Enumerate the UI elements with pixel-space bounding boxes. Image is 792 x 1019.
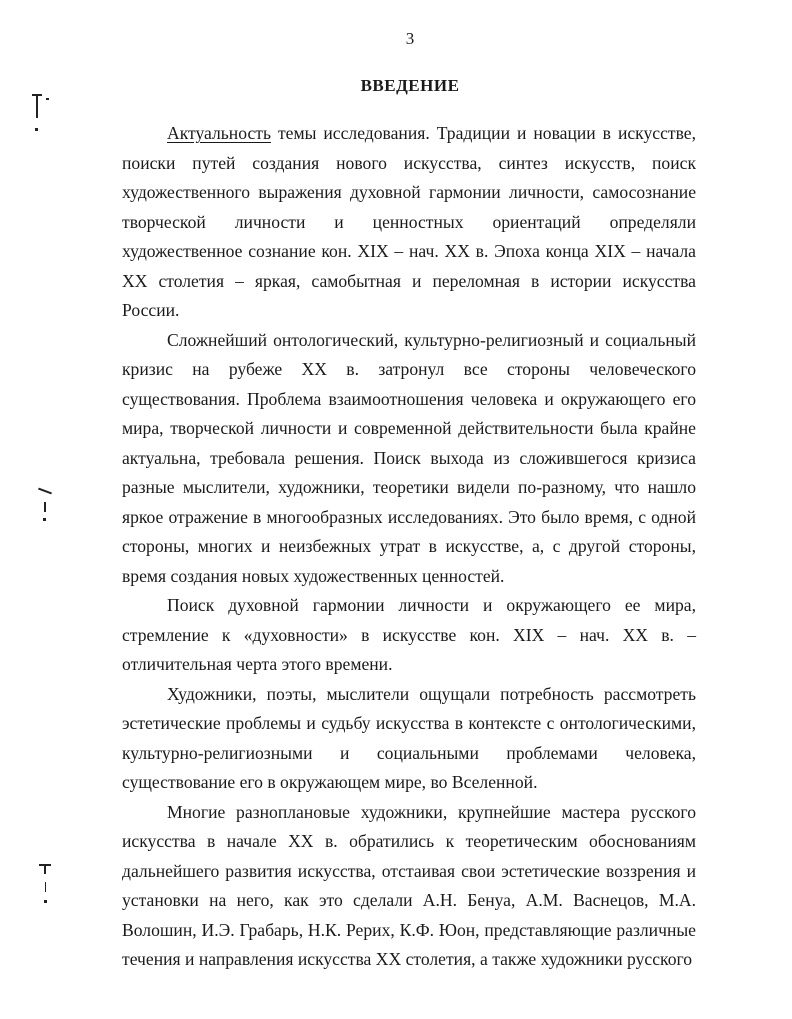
scan-mark — [36, 96, 38, 118]
scan-marks-bottom — [36, 858, 66, 908]
paragraph-lead-word: Актуальность — [167, 123, 271, 143]
paragraph-text: Поиск духовной гармонии личности и окружающего ее мира, стремление к «духовности» в искусстве кон. XIX – нач. XX в. – отличительная черта этого времени. — [122, 595, 696, 674]
scan-mark — [32, 94, 42, 96]
scan-mark — [44, 502, 46, 512]
paragraph-2 — [122, 326, 696, 592]
paragraph-text: темы исследования. Традиции и новации в искусстве, поиски путей создания нового искусства, синтез искусств, поиск художественного выражения духовной гармонии личности, самосознание творческой личности и ценностных ориентаций определяли художественное сознание кон. XIX – нач. XX в. Эпоха конца XIX – начала XX столетия – яркая, самобытная и переломная в истории искусства России. — [122, 123, 696, 320]
paragraph-4 — [122, 680, 696, 798]
section-heading: ВВЕДЕНИЕ — [360, 76, 460, 95]
paragraph-3 — [122, 591, 696, 680]
scan-mark — [43, 518, 46, 521]
scan-mark — [38, 488, 52, 495]
paragraph-5 — [122, 798, 696, 975]
page-number: 3 — [405, 29, 415, 48]
paragraph-text: Художники, поэты, мыслители ощущали потребность рассмотреть эстетические проблемы и судьбу искусства в контексте с онтологическими, культурно-религиозными и социальными проблемами человека, существование его в окружающем мире, во Вселенной. — [122, 683, 696, 792]
paragraph-1 — [122, 119, 696, 326]
scan-mark — [44, 900, 47, 903]
scan-marks-middle — [34, 484, 64, 530]
scan-marks-top — [30, 88, 60, 138]
paragraph-text: Сложнейший онтологический, культурно-религиозный и социальный кризис на рубеже XX в. затронул все стороны человеческого существования. Проблема взаимоотношения человека и окружающего его мира, творческой личности и современной действительности была крайне актуальна, требовала решения. Поиск выхода из сложившегося кризиса разные мыслители, художники, теоретики видели по-разному, что нашло яркое отражение в многообразных исследованиях. Это было время, с одной стороны, многих и неизбежных утрат в искусстве, а, с другой стороны, время создания новых художественных ценностей. — [122, 329, 696, 586]
scan-mark — [45, 882, 46, 892]
paragraph-text: Многие разноплановые художники, крупнейшие мастера русского искусства в начале XX в. обратились к теоретическим обоснованиям дальнейшего развития искусства, отстаивая свои эстетические воззрения и установки на него, как это сделали А.Н. Бенуа, А.М. Васнецов, М.А. Волошин, И.Э. Грабарь, Н.К. Рерих, К.Ф. Юон, представляющие различные течения и направления искусства XX столетия, а также художники русского — [122, 801, 696, 969]
scan-mark — [35, 128, 38, 131]
scan-mark — [46, 98, 49, 100]
scan-mark — [44, 866, 46, 874]
body-text — [122, 119, 696, 975]
